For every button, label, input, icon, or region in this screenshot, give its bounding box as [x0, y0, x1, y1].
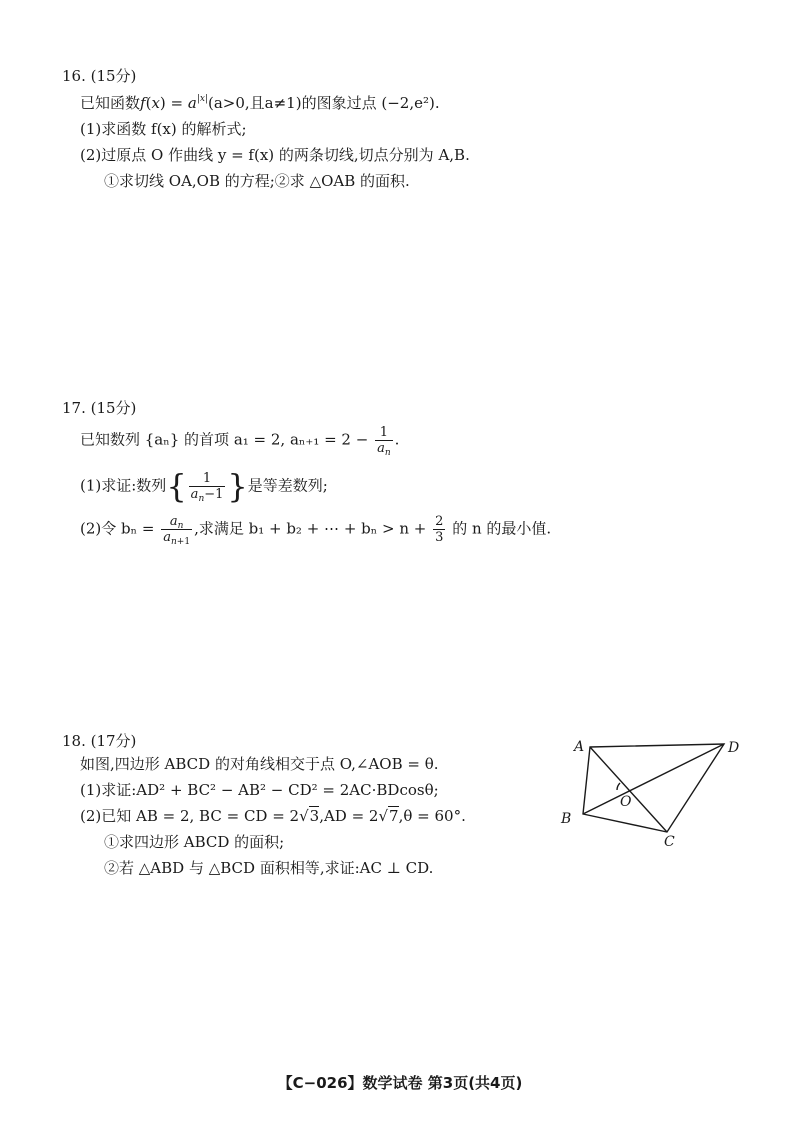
- q16-stem-point: (−2,e²).: [381, 94, 440, 112]
- label-d: D: [728, 740, 740, 756]
- q16-stem-pre: 已知函数: [80, 94, 141, 112]
- q17-stem-pre: 已知数列 {aₙ} 的首项 a₁ = 2, aₙ₊₁ = 2 −: [80, 430, 369, 449]
- q17-part2: [80, 514, 551, 545]
- label-b: B: [561, 811, 572, 827]
- quadrilateral-abcd: [583, 744, 724, 832]
- q17-fraction-two-thirds: $\frac{2}{3}$: [435, 514, 444, 545]
- label-c: C: [664, 834, 675, 850]
- q18-part2-a: ①求四边形 ABCD 的面积;: [104, 833, 285, 851]
- q17-part2-post: 的 n 的最小值.: [452, 519, 552, 538]
- angle-aob-arc: [617, 783, 620, 790]
- q16-stem-cond: (a>0,且a≠1): [208, 94, 302, 112]
- q18-part2-pre: (2)已知 AB = 2, BC = CD = 2: [80, 807, 300, 825]
- q18-stem: 如图,四边形 ABCD 的对角线相交于点 O,∠AOB = θ.: [80, 755, 439, 773]
- q18-part2: (2)已知 AB = 2, BC = CD = 2√3,AD = 2√7,θ = 60°.: [80, 807, 466, 825]
- sqrt-icon: √: [378, 807, 389, 825]
- q16-part2: (2)过原点 O 作曲线 y = f(x) 的两条切线,切点分别为 A,B.: [80, 146, 470, 164]
- q17-header: 17. (15分): [62, 399, 137, 417]
- q16-header: 16. (15分): [62, 67, 137, 85]
- page-footer: 【C−026】数学试卷 第3页(共4页): [277, 1074, 523, 1092]
- q17-part2-mid: ,求满足 b₁ + b₂ + ⋯ + bₙ > n +: [194, 519, 427, 538]
- q18-header: 18. (17分): [62, 732, 137, 750]
- q16-stem-post: 的图象过点: [301, 94, 377, 112]
- q18-part2-b: ②若 △ABD 与 △BCD 面积相等,求证:AC ⊥ CD.: [104, 859, 434, 877]
- q18-part1: (1)求证:AD² + BC² − AB² − CD² = 2AC·BDcosθ;: [80, 781, 439, 799]
- label-a: A: [574, 739, 585, 755]
- q16-part1: (1)求函数 f(x) 的解析式;: [80, 120, 247, 138]
- q17-part1-pre: (1)求证:数列: [80, 476, 167, 495]
- q17-fraction-bn: $\frac{a_n}{a_{n+1}}$: [163, 514, 191, 547]
- label-o: O: [620, 794, 632, 810]
- diagonal-bd: [583, 744, 724, 814]
- diagonal-ac: [590, 747, 667, 832]
- q17-stem: 已知数列 {aₙ} 的首项 a₁ = 2, aₙ₊₁ = 2 − $\frac{1}{a_n}$ .: [80, 425, 400, 458]
- q17-part2-pre: (2)令 bₙ =: [80, 519, 155, 538]
- q17-fraction-sequence: $\frac{1}{a_n-1}$: [190, 471, 224, 504]
- q16-part2-sub: ①求切线 OA,OB 的方程;②求 △OAB 的面积.: [104, 172, 410, 190]
- q17-fraction-1-over-an: $\frac{1}{a_n}$: [377, 425, 391, 458]
- q18-part2-mid: ,AD = 2: [319, 807, 379, 825]
- sqrt-icon: √: [299, 807, 309, 825]
- q16-stem: 已知函数$f(x) = a^{|x|}(a>0$,且a≠1)的图象过点 (−2,e²).: [80, 94, 440, 112]
- q17-part1-post: 是等差数列;: [247, 476, 328, 495]
- q18-part2-post: ,θ = 60°.: [398, 807, 466, 825]
- q17-part1: (1)求证:数列{ $\frac{1}{a_n-1}$ }是等差数列;: [80, 467, 328, 506]
